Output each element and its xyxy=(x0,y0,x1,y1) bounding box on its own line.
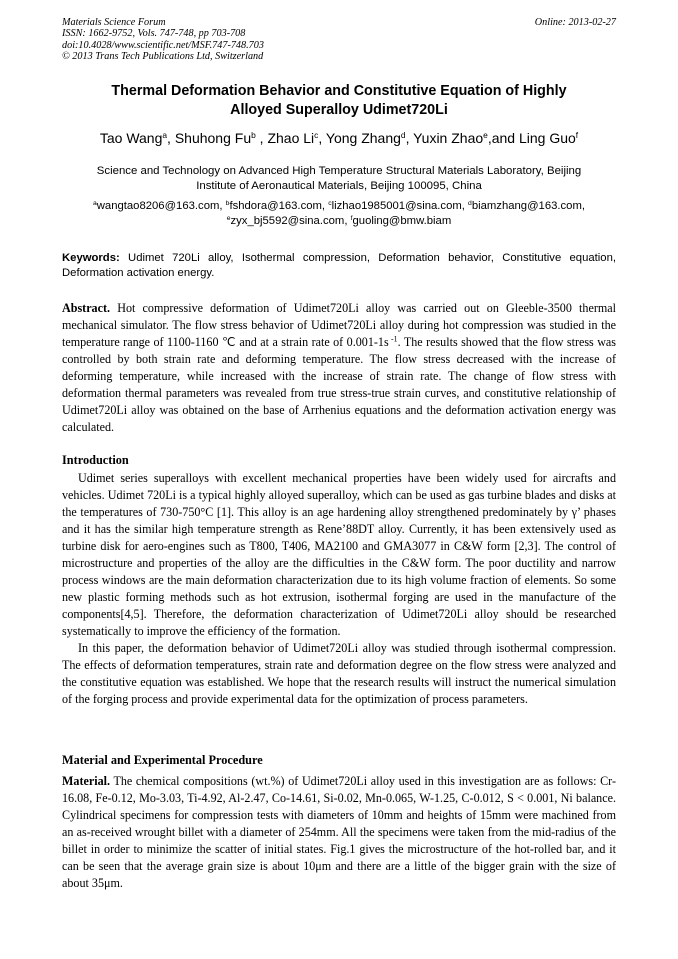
author-sup: d xyxy=(400,129,406,140)
introduction-body xyxy=(62,470,616,708)
affiliation-line-1: Science and Technology on Advanced High Temperature Structural Materials Laboratory, Beijing xyxy=(96,165,582,177)
email-b[interactable]: fshdora@163.com, xyxy=(229,200,329,212)
title-line-1: Thermal Deformation Behavior and Constitutive Equation of Highly xyxy=(111,83,567,99)
section-heading-introduction: Introduction xyxy=(62,453,129,467)
author-name: Shuhong Fu xyxy=(174,130,252,146)
author-sup: b xyxy=(251,129,256,140)
email-d[interactable]: biamzhang@163.com, xyxy=(471,200,586,212)
email-f[interactable]: guoling@bmw.biam xyxy=(352,215,452,227)
author-sup: c xyxy=(314,129,319,140)
author-sep: , xyxy=(318,130,326,146)
author-name: Yuxin Zhao xyxy=(413,130,484,146)
material-text: The chemical compositions (wt.%) of Udimet720Li alloy used in this investigation are as follows: Cr-16.08, Fe-0.12, Mo-3.03, Ti-4.92, Al-2.47, Co-14.61, Si-0.02, Mn-0.065, W-1.25, C-0.012, S < 0.001, Ni balance. Cylindrical specimens for compression tests with diameters of 10mm and heights of 15mm were machined from an as-received wrought billet with a diameter of 254mm. All the specimens were taken from the mid-radius of the billet in order to minimize the scatter of initial states. Fig.1 gives the microstructure of the hot-rolled bar, and it can be seen that the average grain size is about 10μm and there are a little of the bigger grain with the size of about 35μm. xyxy=(62,774,616,890)
journal-header xyxy=(62,17,264,62)
journal-name: Materials Science Forum xyxy=(62,17,166,28)
journal-copyright: © 2013 Trans Tech Publications Ltd, Switzerland xyxy=(62,50,264,62)
author-name: Ling Guo xyxy=(518,130,576,146)
email-e[interactable]: zyx_bj5592@sina.com, xyxy=(230,215,351,227)
abstract-text-b: . The results showed that the flow stress was controlled by both strain rate and deforming temperature. The flow stress decreased with the increase of deforming temperature, while increased with the increase of strain rate. The change of flow stress with deformation thermal parameters was revealed from true stress-true strain curves, and constitutive relationship of Udimet720Li alloy was obtained on the base of Arrhenius equations and the deformation activation energy was calculated. xyxy=(62,335,617,434)
author-name: Zhao Li xyxy=(267,130,315,146)
author-sup: e xyxy=(483,129,488,140)
abstract-label: Abstract. xyxy=(62,301,111,315)
author-list xyxy=(62,129,616,147)
author-sep: , xyxy=(405,130,414,146)
abstract-text-a: Hot compressive deformation of Udimet720Li alloy was carried out on Gleeble-3500 thermal mechanical simulator. The flow stress behavior of Udimet720Li alloy during hot compression was studied in the temperature range of 1100-1160 ℃ and at a strain rate of 0.001-1s xyxy=(62,301,616,349)
keywords-text: Udimet 720Li alloy, Isothermal compression, Deformation behavior, Constitutive equation, Deformation activation energy. xyxy=(62,252,616,279)
affiliation-line-2: Institute of Aeronautical Materials, Beijing 100095, China xyxy=(196,180,482,192)
author-name: Tao Wang xyxy=(99,130,163,146)
author-sep: , xyxy=(167,130,175,146)
author-sep: , xyxy=(255,130,268,146)
title-line-2: Alloyed Superalloy Udimet720Li xyxy=(230,102,448,118)
journal-issn: ISSN: 1662-9752, Vols. 747-748, pp 703-708 xyxy=(62,28,246,40)
affiliation xyxy=(62,164,616,194)
introduction-paragraph-2: In this paper, the deformation behavior of Udimet720Li alloy was studied through isothermal compression. The effects of deformation temperatures, strain rate and deformation degree on the flow stress were analyzed and the constitutive equation was established. We hope that the research results will instruct the numerical simulation of the forging process and provide experimental data for the optimization of process parameters. xyxy=(62,641,616,706)
keywords xyxy=(62,251,616,281)
section-heading-material: Material and Experimental Procedure xyxy=(62,753,263,767)
email-c[interactable]: lizhao1985001@sina.com, xyxy=(331,200,469,212)
online-date: Online: 2013-02-27 xyxy=(534,17,616,28)
keywords-label: Keywords: xyxy=(62,252,120,264)
abstract xyxy=(62,300,616,436)
author-sep: ,and xyxy=(487,130,519,146)
journal-doi: doi:10.4028/www.scientific.net/MSF.747-748.703 xyxy=(62,39,264,51)
abstract-sup: -1 xyxy=(388,334,398,344)
author-name: Yong Zhang xyxy=(325,130,401,146)
paper-title xyxy=(62,82,616,120)
introduction-paragraph-1: Udimet series superalloys with excellent mechanical properties have been widely used for aircrafts and vehicles. Udimet 720Li is a typical highly alloyed superalloy, which can be used as gas turbine blades and disks at the temperatures of 730-750°C [1]. This alloy is an age hardening alloy strengthened predominately by γ’ phases and it has the similar high temperature strength as Rene’88DT alloy. Currently, it has been extensively used as turbine disk for aero-engines such as T800, T406, MA2100 and GMA3077 in C&W form [2,3]. The control of microstructure and properties of the alloy are the difficulties in the C&W form. The poor ductility and narrow process windows are the main deformation characterization due to its high volume fraction of elements. So some new plastic forming methods such as hot extrusion, isothermal forging are used in the manufacture of the components[4,5]. Therefore, the deformation characterization of Udimet720Li alloy should be researched systematically to improve the efficiency of the formation. xyxy=(62,471,616,638)
author-sup: a xyxy=(162,129,168,140)
author-sup: f xyxy=(575,129,579,140)
email-a[interactable]: wangtao8206@163.com, xyxy=(96,200,226,212)
material-body xyxy=(62,773,616,892)
material-label: Material. xyxy=(62,774,111,788)
author-emails: $^a$wangtao8206@163.com, $^b$fshdora@163.com, $^c$lizhao1985001@sina.com, $^d$biamzhang@163.com, $^e$zyx_bj5592@sina.com, $^f$guoling@bmw.biam xyxy=(92,199,586,227)
